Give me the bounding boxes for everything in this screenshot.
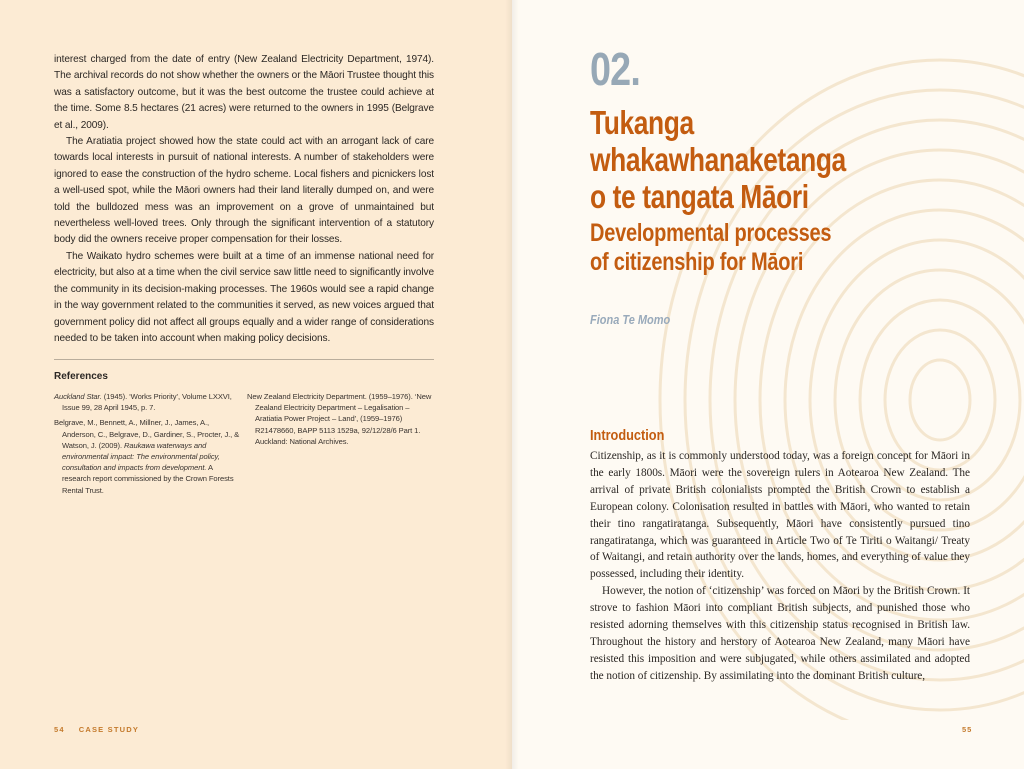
reference-item: [54, 391, 242, 413]
references-column-2: [247, 391, 437, 451]
reference-title: Raukawa waterways and environmental impact: The environmental policy, consultation and impacts from development.: [62, 440, 220, 473]
reference-title: Auckland Star.: [54, 392, 102, 401]
title-english-line-1: Developmental processes: [590, 219, 832, 247]
title-maori-line-3: o te tangata Māori: [590, 178, 809, 215]
title-maori-line-1: Tukanga: [590, 104, 694, 141]
right-body-text: [590, 448, 970, 685]
chapter-author: Fiona Te Momo: [590, 313, 671, 327]
chapter-title: [590, 104, 990, 277]
introduction-heading: Introduction: [590, 427, 665, 444]
reference-item: [54, 417, 242, 495]
reference-authors: Belgrave, M., Bennett, A., Millner, J., James, A., Anderson, C., Belgrave, D., Gardiner, S., Procter, J., & Watson, J. (2009).: [54, 418, 240, 450]
right-page-number: 55: [962, 725, 973, 734]
left-paragraph-3: The Waikato hydro schemes were built at a time of an immense national need for electricity, but also at a time when the civil service saw little need to significantly involve the community in its decision-making processes. The 1960s would see a rapid change in the way government related to the communities it served, as new voices argued that government policy did not affect all groups equally and a wider range of considerations needed to be taken into account when making policy decisions.: [54, 250, 434, 344]
references-heading: References: [54, 371, 108, 382]
chapter-number: 02.: [590, 43, 640, 95]
left-folio: [54, 725, 139, 734]
left-page-number: 54: [54, 725, 65, 734]
right-paragraph-2: However, the notion of ‘citizenship’ was forced on Māori by the British Crown. It strove to fashion Māori into compliant British subjects, and punished those who resisted adorning themselves with this citizenship status recognised in British law. Throughout the history and herstory of Aotearoa New Zealand, many Māori have resisted this imposition and were subjugated, while others assimilated and adopted the notion of citizenship. By assimilating into the dominant British culture,: [590, 585, 970, 682]
references-column-1: [54, 391, 242, 500]
title-english-line-2: of citizenship for Māori: [590, 248, 804, 276]
right-paragraph-1: Citizenship, as it is commonly understood today, was a foreign concept for Māori in the early 1800s. Māori were the sovereign rulers in Aotearoa New Zealand. The arrival of private British colonialists prompted the British Crown to establish a European colony. Colonisation resulted in battles with Māori, who wanted to retain their tino rangatiratanga. Subsequently, Māori have consistently pursued tino rangatiratanga, which was guaranteed in Article Two of Te Tiriti o Waitangi/ Treaty of Waitangi, and retain authority over the lands, homes, and everything of value they possessed, including their identity.: [590, 450, 970, 581]
references-divider: [54, 359, 434, 360]
reference-detail: A research report commissioned by the Crown Forests Rental Trust.: [62, 463, 234, 495]
reference-item: New Zealand Electricity Department. (1959–1976). ‘New Zealand Electricity Department – Legalisation – Aratiatia Power Project – Land’, (1959–1976) R21478660, BAPP 5113 1529a, 92/12/28/6 Part 1. Auckland: National Archives.: [247, 392, 432, 446]
title-maori-line-2: whakawhanaketanga: [590, 141, 846, 178]
running-head: CASE STUDY: [78, 725, 140, 734]
left-body-text: [54, 52, 434, 347]
left-paragraph-2: The Aratiatia project showed how the state could act with an arrogant lack of care towards local interests in pursuit of national interests. A number of stakeholders were ignored to ease the construction of the hydro scheme. Local fishers and picnickers lost a well-used spot, while the Māori owners had their land literally dumped on, and were told the bulldozed mess was an improvement on a grove of unmaintained but nevertheless well-loved trees. Only through the significant intervention of a statutory body did the owners receive proper compensation for their losses.: [54, 136, 434, 246]
reference-detail: (1945). ‘Works Priority’, Volume LXXVI, Issue 99, 28 April 1945, p. 7.: [62, 392, 232, 413]
left-paragraph-1: interest charged from the date of entry (New Zealand Electricity Department, 1974). The archival records do not show whether the owners or the Māori Trustee thought this was a satisfactory outcome, but it was the best outcome the trustee could achieve at the time. Some 8.5 hectares (21 acres) were returned to the owners in 1995 (Belgrave et al., 2009).: [54, 54, 434, 131]
